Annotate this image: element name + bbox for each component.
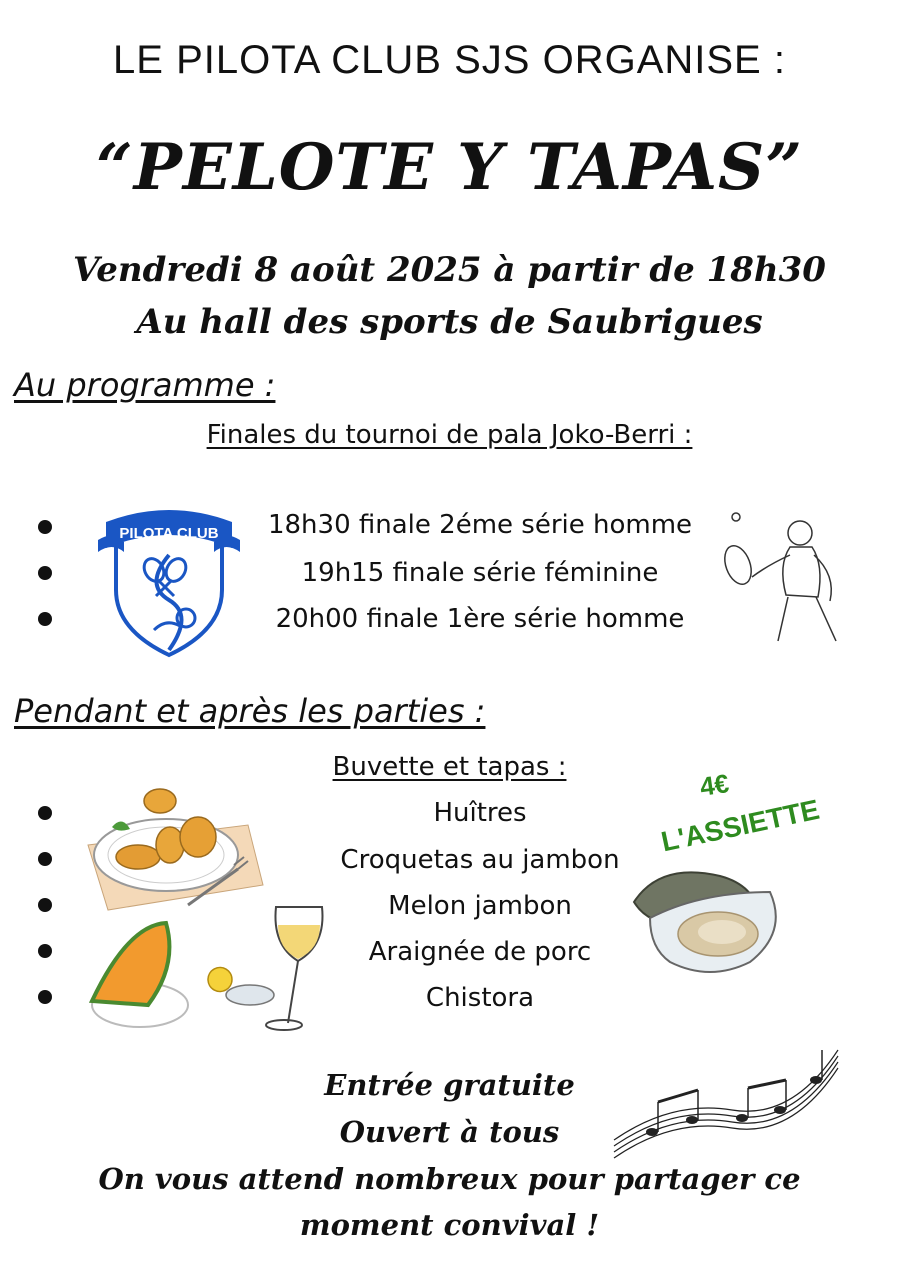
invitation-line-end: moment convival ! (299, 1208, 600, 1242)
bullet (38, 944, 52, 958)
tapas-item: Melon jambon (388, 891, 572, 921)
event-date: Vendredi 8 août 2025 à partir de 18h30 (73, 250, 826, 290)
program-item: 19h15 finale série féminine (301, 558, 659, 588)
during-heading: Pendant et après les parties : (14, 692, 486, 730)
logo-text: PILOTA CLUB (119, 525, 219, 542)
bullet (38, 566, 52, 580)
melon-wine-illustration (88, 905, 328, 1035)
event-location: Au hall des sports de Saubrigues (136, 302, 763, 342)
bullet (38, 612, 52, 626)
open-to-all: Ouvert à tous (339, 1115, 560, 1149)
croquetas-plate-icon (78, 785, 268, 915)
melon-wine-icon (88, 905, 328, 1035)
program-subheading: Finales du tournoi de pala Joko-Berri : (206, 420, 693, 450)
bullet (38, 806, 52, 820)
program-item: 20h00 finale 1ère série homme (275, 604, 685, 634)
event-title: “PELOTE Y TAPAS” (95, 130, 804, 205)
price-value: 4€ (697, 768, 731, 802)
organizer-line: LE PILOTA CLUB SJS ORGANISE : (113, 38, 786, 82)
bullet (38, 852, 52, 866)
tapas-item: Huîtres (433, 798, 527, 828)
tapas-item: Chistora (425, 983, 535, 1013)
price-unit: L'ASSIETTE (658, 793, 823, 858)
oyster-icon (630, 862, 790, 982)
tapas-subheading: Buvette et tapas : (332, 752, 567, 782)
bullet (38, 990, 52, 1004)
bullet (38, 520, 52, 534)
free-entry: Entrée gratuite (324, 1068, 575, 1102)
shield-logo-icon (94, 500, 244, 660)
bullet (38, 898, 52, 912)
oyster-illustration (630, 862, 790, 982)
program-heading: Au programme : (14, 366, 276, 404)
music-notes-illustration (612, 1040, 842, 1160)
player-icon (718, 505, 858, 645)
tapas-item: Araignée de porc (368, 937, 592, 967)
invitation-line: On vous attend nombreux pour partager ce (98, 1162, 801, 1196)
music-staff-icon (612, 1040, 842, 1160)
croquetas-illustration (78, 785, 268, 915)
program-item: 18h30 finale 2éme série homme (267, 510, 693, 540)
pelota-player-illustration (718, 505, 858, 645)
pilota-club-logo (94, 500, 244, 660)
tapas-item: Croquetas au jambon (340, 845, 620, 875)
